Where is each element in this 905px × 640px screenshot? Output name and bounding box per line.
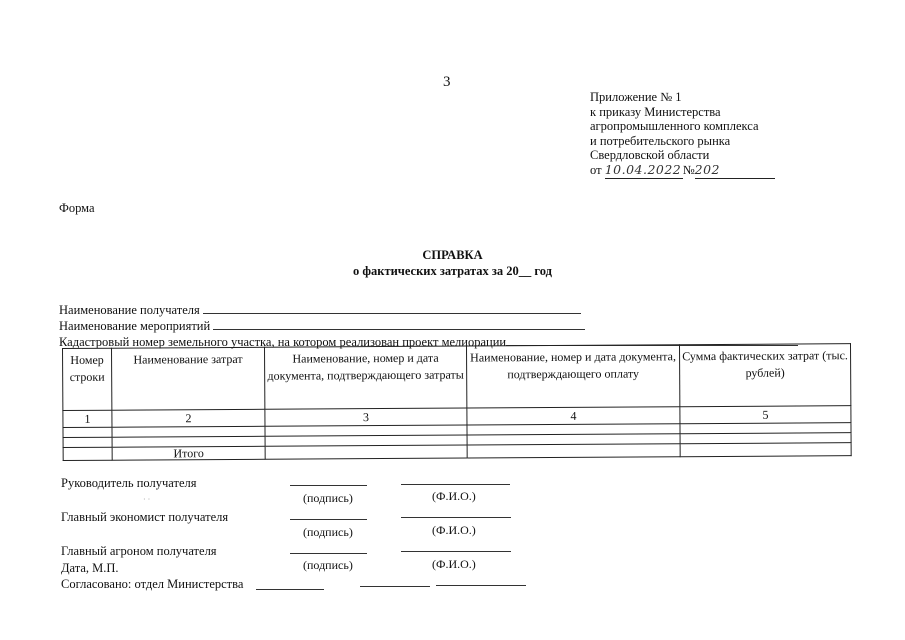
column-number: 2 xyxy=(112,409,265,427)
signature-line xyxy=(290,485,367,486)
agreed-name-line xyxy=(436,585,526,586)
table-cell xyxy=(680,443,851,457)
recipient-label: Наименование получателя xyxy=(59,303,200,317)
signature-role-economist: Главный экономист получателя xyxy=(61,510,229,524)
appendix-line: и потребительского рынка xyxy=(590,133,731,148)
agreed-signature-line xyxy=(360,586,430,587)
header-row-number: Номер строки xyxy=(63,348,112,410)
signature-caption: (подпись) xyxy=(303,491,353,505)
column-number: 4 xyxy=(467,407,680,425)
handwritten-date: 10.04.2022 xyxy=(604,161,682,177)
agreed-line xyxy=(61,577,243,592)
table-cell xyxy=(63,427,112,437)
appendix-line: Приложение № 1 xyxy=(590,90,682,104)
appendix-date-line xyxy=(590,163,775,179)
recipient-field xyxy=(59,302,581,318)
costs-table xyxy=(62,343,852,461)
signature-caption: (подпись) xyxy=(303,558,353,572)
activities-label: Наименование мероприятий xyxy=(59,319,211,333)
column-number: 1 xyxy=(63,410,112,427)
scan-dots: · · xyxy=(143,495,151,504)
appendix-line: к приказу Министерства xyxy=(590,104,721,119)
date-stamp: Дата, М.П. xyxy=(61,561,119,575)
table-cell xyxy=(265,445,467,459)
column-number: 3 xyxy=(265,408,467,426)
header-cost-name: Наименование затрат xyxy=(112,347,265,410)
table-header-row xyxy=(63,344,851,411)
form-label: Форма xyxy=(59,201,95,215)
document-title: СПРАВКА xyxy=(422,248,483,262)
name-caption: (Ф.И.О.) xyxy=(432,489,476,503)
document-subtitle: о фактических затратах за 20__ год xyxy=(352,264,553,278)
total-label: Итого xyxy=(112,446,265,460)
appendix-block xyxy=(590,90,775,179)
signature-role-agronomist: Главный агроном получателя xyxy=(61,544,217,558)
table-cell xyxy=(63,447,112,460)
signature-line xyxy=(290,553,367,554)
page-number: 3 xyxy=(443,74,451,90)
agreed-label: Согласовано: отдел Министерства xyxy=(61,577,244,591)
handwritten-number: 202 xyxy=(695,163,775,179)
appendix-line: агропромышленного комплекса xyxy=(590,119,759,134)
column-number: 5 xyxy=(680,406,851,424)
signature-caption: (подпись) xyxy=(303,525,353,539)
activities-field xyxy=(59,318,585,334)
header-payment-document: Наименование, номер и дата документа, подтверждающего оплату xyxy=(466,345,679,408)
agreed-blank xyxy=(256,589,324,590)
name-line xyxy=(401,551,511,552)
header-cost-document: Наименование, номер и дата документа, подтверждающего затраты xyxy=(264,346,466,409)
signature-line xyxy=(290,519,367,520)
name-caption: (Ф.И.О.) xyxy=(432,523,476,537)
activities-blank xyxy=(213,318,585,330)
table-cell xyxy=(63,437,112,447)
name-caption: (Ф.И.О.) xyxy=(432,557,476,571)
date-prefix: от xyxy=(590,162,602,177)
name-line xyxy=(401,484,510,485)
header-actual-sum: Сумма фактических затрат (тыс. рублей) xyxy=(679,344,850,407)
signature-role-head: Руководитель получателя xyxy=(61,476,197,490)
appendix-line: Свердловской области xyxy=(590,148,710,163)
number-sign: № xyxy=(682,162,695,177)
table-cell xyxy=(467,444,680,458)
cadastral-label: Кадастровый номер земельного участка, на котором реализован проект мелиорации xyxy=(59,335,507,349)
recipient-blank xyxy=(203,302,581,314)
total-row xyxy=(63,443,851,461)
name-line xyxy=(401,517,511,518)
